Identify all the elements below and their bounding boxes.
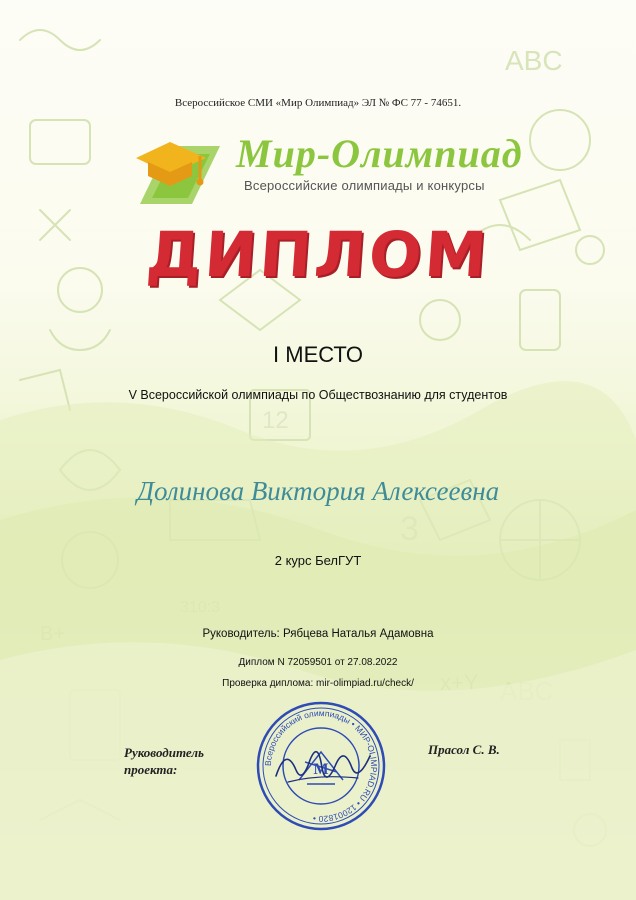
- handwritten-signature: [268, 736, 378, 796]
- svg-text:ABC: ABC: [505, 45, 563, 76]
- project-leader-line1: Руководитель: [124, 745, 204, 760]
- stamp-ring-text: Всероссийский олимпиады • МИР-OLIMPIAD.RU • 12001820 •: [262, 707, 380, 825]
- svg-text:12: 12: [262, 407, 289, 434]
- project-leader-label: [124, 744, 204, 778]
- project-leader-name: Прасол С. В.: [428, 742, 500, 757]
- logo-subtitle: Всероссийские олимпиады и конкурсы: [244, 178, 485, 193]
- logo-name: Мир-Олимпиад: [236, 131, 523, 176]
- diploma-number: Диплом N 72059501 от 27.08.2022: [238, 657, 398, 668]
- project-leader-line2: проекта:: [124, 762, 178, 777]
- winner-name: Долинова Виктория Алексеевна: [136, 476, 500, 506]
- media-registration-line: Всероссийское СМИ «Мир Олимпиад» ЭЛ № ФС 77 - 74651.: [174, 97, 462, 109]
- stamp-center-text: М: [313, 761, 329, 778]
- place-heading: I МЕСТО: [273, 342, 363, 367]
- graduation-cap-logo-icon: [130, 128, 222, 208]
- diploma-check-link[interactable]: Проверка диплома: mir-olimpiad.ru/check/: [222, 678, 414, 689]
- course-info: 2 курс БелГУТ: [274, 553, 362, 568]
- diploma-title: ДИПЛОМ: [143, 218, 493, 291]
- supervisor-line: Руководитель: Рябцева Наталья Адамовна: [202, 628, 434, 640]
- olympiad-name: V Всероссийской олимпиады по Обществознанию для студентов: [128, 388, 508, 402]
